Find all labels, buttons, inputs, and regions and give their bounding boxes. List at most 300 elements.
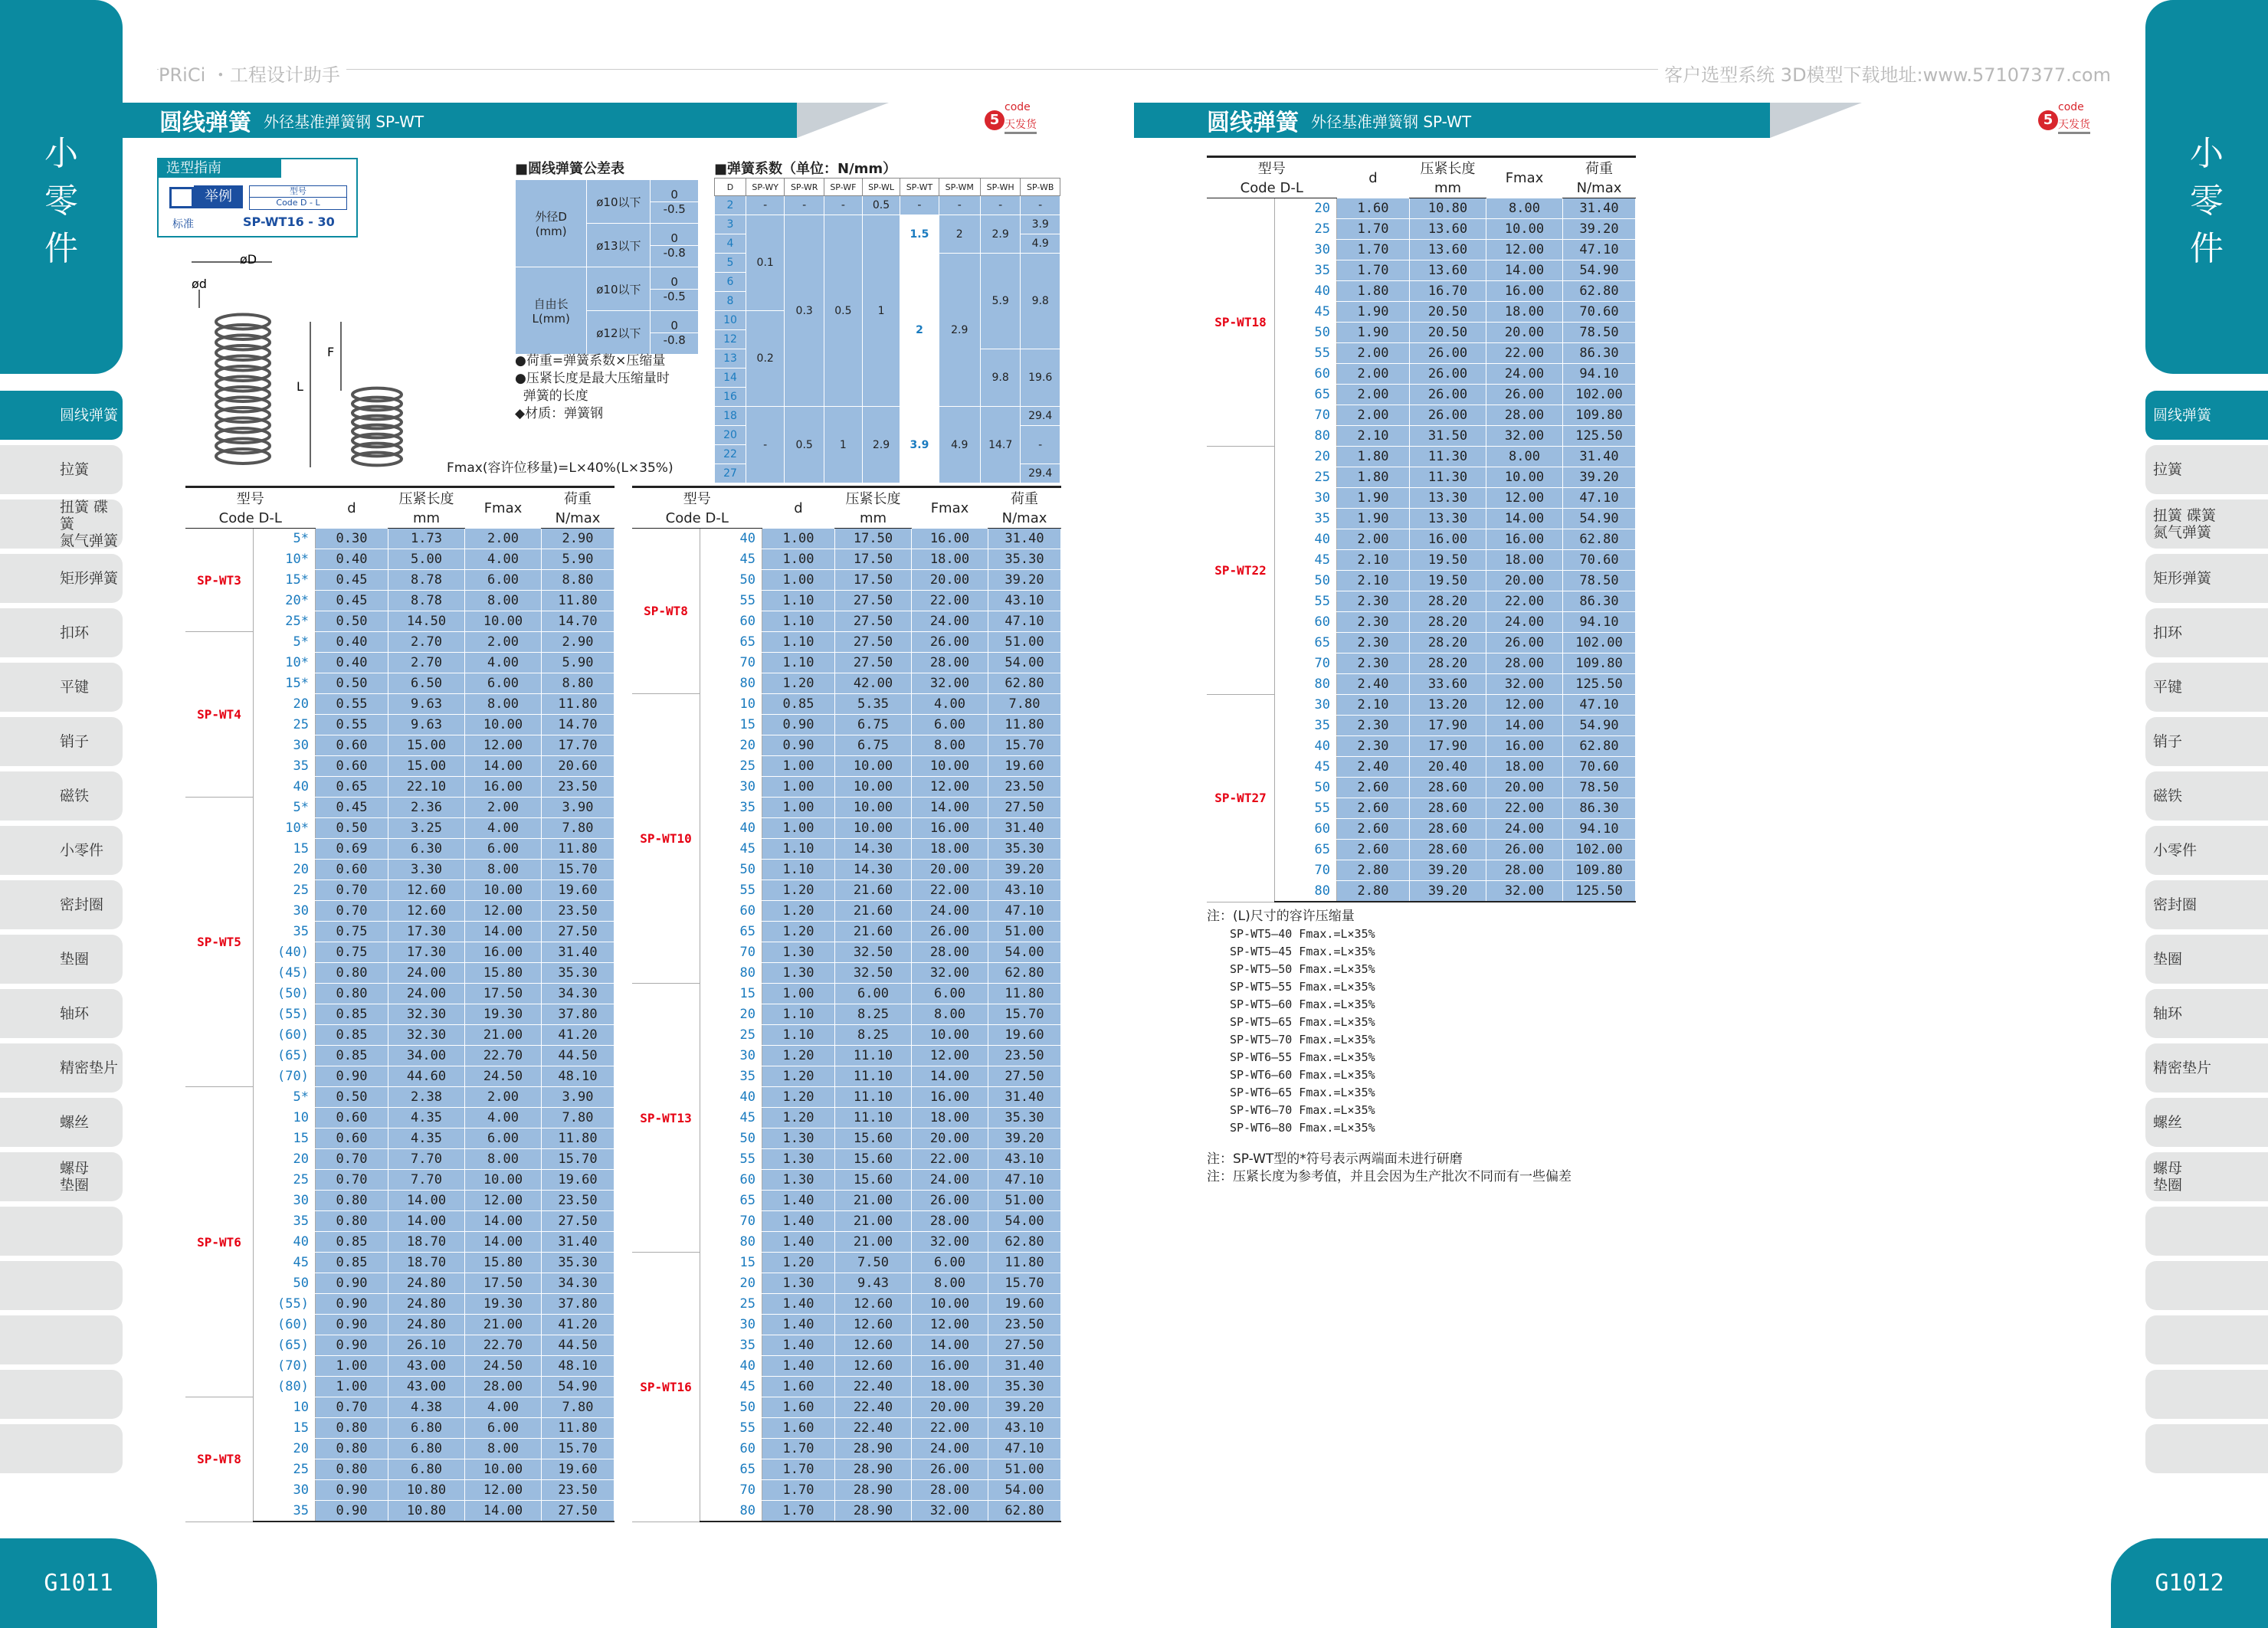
nav-item-right-19[interactable] (2145, 1424, 2268, 1473)
solid-length: 5.35 (835, 694, 912, 715)
solid-length: 10.80 (388, 1480, 465, 1501)
nav-item-left-19[interactable] (0, 1424, 123, 1473)
coef-header-row (715, 179, 1060, 196)
fmax: 24.00 (1486, 819, 1563, 840)
code-length: 30 (1275, 240, 1337, 260)
code-length: 20 (1275, 447, 1337, 467)
code-length: (45) (254, 963, 316, 984)
nav-item-left-2[interactable] (0, 500, 123, 549)
nav-item-right-0[interactable] (2145, 391, 2268, 440)
wire-d: 0.80 (316, 1418, 388, 1439)
wire-d: 0.90 (762, 715, 835, 735)
solid-length: 7.70 (388, 1149, 465, 1170)
load: 51.00 (988, 1191, 1061, 1211)
solid-length: 44.60 (388, 1066, 465, 1087)
code-length: 55 (700, 880, 762, 901)
nav-item-right-3[interactable] (2145, 554, 2268, 603)
solid-length: 6.00 (835, 984, 912, 1004)
table-row (1207, 695, 1636, 716)
fmax: 20.00 (1486, 778, 1563, 798)
nav-item-right-2[interactable] (2145, 500, 2268, 549)
code-length: 10 (254, 1108, 316, 1128)
page-number-right: G1012 (2111, 1538, 2268, 1628)
load: 125.50 (1563, 426, 1636, 447)
fmax: 10.00 (912, 1025, 988, 1046)
nav-item-label: 垫圈 (60, 951, 90, 968)
wire-d: 0.80 (316, 1211, 388, 1232)
fmax: 4.00 (465, 1108, 542, 1128)
nav-item-label: 圆线弹簧 (60, 407, 119, 424)
load: 54.90 (542, 1377, 615, 1397)
load: 62.80 (988, 963, 1061, 984)
nav-item-right-14[interactable] (2145, 1152, 2268, 1201)
tol-upper: 0 (670, 187, 678, 201)
solid-length: 13.20 (1410, 695, 1486, 716)
coef-cell-wy: - (746, 407, 785, 483)
load: 11.80 (988, 715, 1061, 735)
nav-item-left-15[interactable] (0, 1207, 123, 1256)
load: 15.70 (542, 1149, 615, 1170)
tolerance-size: ø13以下 (587, 224, 651, 267)
solid-length: 28.20 (1410, 633, 1486, 653)
wire-d: 1.40 (762, 1356, 835, 1377)
load: 31.40 (988, 1087, 1061, 1108)
nav-item-right-12[interactable] (2145, 1043, 2268, 1092)
nav-item-right-8[interactable] (2145, 826, 2268, 875)
fmax: 22.70 (465, 1335, 542, 1356)
wire-d: 1.00 (762, 777, 835, 798)
solid-length: 28.90 (835, 1439, 912, 1459)
nav-item-label: 扭簧 碟簧 氮气弹簧 (60, 499, 119, 549)
spec-head (185, 487, 615, 529)
tol-lower: -0.5 (651, 201, 698, 216)
nav-item-left-17[interactable] (0, 1315, 123, 1364)
table-row (632, 529, 1061, 549)
nav-item-left-8[interactable] (0, 826, 123, 875)
solid-length: 43.00 (388, 1356, 465, 1377)
solid-length: 27.50 (835, 632, 912, 653)
nav-item-right-4[interactable] (2145, 608, 2268, 657)
load: 47.10 (988, 1170, 1061, 1191)
solid-length: 26.00 (1410, 364, 1486, 385)
wire-d: 0.70 (316, 901, 388, 922)
fmax: 6.00 (912, 1253, 988, 1273)
nav-item-right-15[interactable] (2145, 1207, 2268, 1256)
code-length: 25 (254, 715, 316, 735)
spec-head (1207, 157, 1636, 198)
wire-d: 1.40 (762, 1315, 835, 1335)
code-length: 30 (1275, 488, 1337, 509)
code-length: 60 (700, 901, 762, 922)
code-length: 55 (700, 1149, 762, 1170)
solid-length: 6.80 (388, 1418, 465, 1439)
fmax: 4.00 (465, 1397, 542, 1418)
col-code: Code D-L (185, 508, 316, 529)
solid-length: 7.70 (388, 1170, 465, 1191)
spec-head-row (632, 487, 1061, 509)
load: 47.10 (1563, 240, 1636, 260)
tolerance-note: 弹簧的长度 (515, 388, 588, 404)
nav-item-right-18[interactable] (2145, 1370, 2268, 1419)
fmax: 16.00 (1486, 529, 1563, 550)
code-length: 45 (1275, 302, 1337, 323)
nav-item-left-10[interactable] (0, 935, 123, 984)
code-length: 65 (700, 922, 762, 942)
solid-length: 24.80 (388, 1315, 465, 1335)
code-length: 20* (254, 591, 316, 611)
solid-length: 24.80 (388, 1294, 465, 1315)
col-solid: 压紧长度 (388, 487, 465, 509)
solid-length: 21.60 (835, 880, 912, 901)
example-h1: 型号 (290, 186, 306, 196)
code-length: 45 (700, 549, 762, 570)
large-spring-drawing (216, 315, 270, 464)
fmax: 12.00 (1486, 695, 1563, 716)
load: 35.30 (988, 1377, 1061, 1397)
code-length: 5* (254, 1087, 316, 1108)
load: 47.10 (988, 1439, 1061, 1459)
code-length: 80 (1275, 674, 1337, 695)
wire-d: 2.30 (1337, 612, 1410, 633)
fmax: 14.00 (465, 1501, 542, 1522)
fmax: 24.00 (912, 901, 988, 922)
wire-d: 0.80 (316, 984, 388, 1004)
example-std: 标准 (172, 218, 194, 231)
right-section-tab (2145, 0, 2268, 374)
solid-length: 11.10 (835, 1108, 912, 1128)
col-model: 型号 (185, 487, 316, 509)
solid-length: 2.38 (388, 1087, 465, 1108)
nav-item-left-7[interactable] (0, 771, 123, 821)
code-length: 45 (1275, 757, 1337, 778)
nav-item-right-6[interactable] (2145, 717, 2268, 766)
tolerance-size: ø10以下 (587, 180, 651, 224)
code-length: 80 (1275, 426, 1337, 447)
code-length: 30 (254, 901, 316, 922)
code-length: (60) (254, 1025, 316, 1046)
solid-length: 11.30 (1410, 447, 1486, 467)
load: 62.80 (1563, 736, 1636, 757)
col-solid-unit: mm (1410, 178, 1486, 198)
coef-d: 2 (715, 196, 746, 215)
code-length: 50 (1275, 323, 1337, 343)
wire-d: 1.00 (762, 529, 835, 549)
spec-body (632, 529, 1061, 1522)
fmax: 6.00 (912, 984, 988, 1004)
nav-item-right-9[interactable] (2145, 880, 2268, 929)
wire-d: 0.75 (316, 942, 388, 963)
fmax: 4.00 (912, 694, 988, 715)
nav-item-label: 密封圈 (60, 896, 104, 913)
fmax: 4.00 (465, 653, 542, 673)
code-length: 30 (254, 1191, 316, 1211)
solid-length: 2.70 (388, 653, 465, 673)
fmax: 32.00 (1486, 426, 1563, 447)
code-length: (70) (254, 1356, 316, 1377)
right-tab-char-1: 小 (2190, 134, 2224, 173)
nav-item-left-3[interactable] (0, 554, 123, 603)
fmax: 2.00 (465, 632, 542, 653)
solid-length: 12.60 (835, 1356, 912, 1377)
solid-length: 13.60 (1410, 240, 1486, 260)
wire-d: 0.50 (316, 611, 388, 632)
nav-item-left-4[interactable] (0, 608, 123, 657)
fmax: 26.00 (912, 1459, 988, 1480)
nav-item-left-9[interactable] (0, 880, 123, 929)
coef-cell-wr: 0.5 (785, 407, 824, 483)
load: 14.70 (542, 715, 615, 735)
code-length: 35 (1275, 260, 1337, 281)
load: 23.50 (542, 901, 615, 922)
fmax: 28.00 (912, 1480, 988, 1501)
wire-d: 0.90 (316, 1335, 388, 1356)
wire-d: 0.90 (316, 1066, 388, 1087)
wire-d: 0.70 (316, 1170, 388, 1191)
fmax: 28.00 (1486, 860, 1563, 881)
spec-table-2 (632, 486, 1061, 1522)
col-load-unit: N/max (1563, 178, 1636, 198)
monitor-icon (169, 187, 194, 208)
code-length: 5* (254, 529, 316, 549)
load: 19.60 (542, 880, 615, 901)
load: 27.50 (988, 1066, 1061, 1087)
fmax: 24.50 (465, 1066, 542, 1087)
wire-d: 2.60 (1337, 840, 1410, 860)
wire-d: 2.10 (1337, 426, 1410, 447)
load: 125.50 (1563, 881, 1636, 902)
nav-item-left-12[interactable] (0, 1043, 123, 1092)
header-url[interactable]: 客户选型系统 3D模型下载地址:www.57107377.com (1658, 60, 2111, 87)
solid-length: 27.50 (835, 653, 912, 673)
load: 23.50 (542, 1480, 615, 1501)
nav-item-left-11[interactable] (0, 989, 123, 1038)
code-length: 5* (254, 632, 316, 653)
load: 39.20 (1563, 467, 1636, 488)
nav-item-left-14[interactable] (0, 1152, 123, 1201)
wire-d: 1.20 (762, 1046, 835, 1066)
nav-item-left-6[interactable] (0, 717, 123, 766)
load: 2.90 (542, 632, 615, 653)
fmax: 14.00 (1486, 716, 1563, 736)
fmax: 32.00 (1486, 674, 1563, 695)
fmax: 16.00 (912, 818, 988, 839)
tolerance-table (515, 179, 699, 355)
wire-d: 2.00 (1337, 343, 1410, 364)
load: 62.80 (988, 1232, 1061, 1253)
solid-length: 28.20 (1410, 591, 1486, 612)
wire-d: 1.60 (762, 1397, 835, 1418)
fmax: 14.00 (912, 1066, 988, 1087)
fmax: 26.00 (912, 1191, 988, 1211)
wire-d: 1.90 (1337, 488, 1410, 509)
load: 11.80 (542, 1128, 615, 1149)
coef-d: 20 (715, 426, 746, 445)
code-length: 80 (700, 963, 762, 984)
load: 102.00 (1563, 385, 1636, 405)
solid-length: 13.30 (1410, 509, 1486, 529)
tol-upper: 0 (670, 318, 678, 332)
load: 35.30 (988, 1108, 1061, 1128)
wire-d: 1.00 (762, 756, 835, 777)
nav-item-right-5[interactable] (2145, 663, 2268, 712)
code-length: 50 (700, 860, 762, 880)
solid-length: 14.00 (388, 1211, 465, 1232)
wire-d: 1.00 (762, 798, 835, 818)
load: 27.50 (542, 922, 615, 942)
load: 39.20 (988, 860, 1061, 880)
nav-item-right-11[interactable] (2145, 989, 2268, 1038)
code-length: 70 (1275, 653, 1337, 674)
tolerance-note: ●压紧长度是最大压缩量时 (515, 371, 670, 386)
table-row (185, 1397, 615, 1418)
load: 47.10 (988, 901, 1061, 922)
code-length: 55 (1275, 343, 1337, 364)
nav-item-left-0[interactable] (0, 391, 123, 440)
nav-item-right-7[interactable] (2145, 771, 2268, 821)
code-length: 40 (1275, 529, 1337, 550)
coef-header: SP-WB (1021, 179, 1060, 196)
load: 27.50 (988, 1335, 1061, 1356)
wire-d: 1.20 (762, 1087, 835, 1108)
wire-d: 0.60 (316, 860, 388, 880)
load: 11.80 (542, 694, 615, 715)
coef-cell-wy: 0.2 (746, 311, 785, 407)
nav-item-label: 扣环 (2153, 624, 2183, 641)
load: 54.00 (988, 653, 1061, 673)
solid-length: 8.25 (835, 1025, 912, 1046)
load: 11.80 (542, 839, 615, 860)
fmax: 8.00 (912, 735, 988, 756)
solid-length: 28.60 (1410, 819, 1486, 840)
nav-item-right-1[interactable] (2145, 445, 2268, 494)
solid-length: 8.78 (388, 570, 465, 591)
wire-d: 2.30 (1337, 653, 1410, 674)
wire-d: 1.40 (762, 1335, 835, 1356)
notes-lines (1207, 925, 1572, 1137)
fmax: 18.00 (912, 1108, 988, 1128)
fmax: 10.00 (465, 1170, 542, 1191)
code-length: 55 (1275, 591, 1337, 612)
code-length: 70 (700, 1480, 762, 1501)
solid-length: 8.78 (388, 591, 465, 611)
wire-d: 1.10 (762, 1004, 835, 1025)
tol-upper: 0 (670, 231, 678, 245)
nav-item-left-18[interactable] (0, 1370, 123, 1419)
fmax: 8.00 (912, 1004, 988, 1025)
load: 39.20 (1563, 219, 1636, 240)
solid-length: 27.50 (835, 591, 912, 611)
solid-length: 4.35 (388, 1128, 465, 1149)
code-length: 30 (700, 777, 762, 798)
badge-days-label-right: 天发货 (2058, 116, 2090, 134)
page-subtitle-right: 外径基准弹簧钢 SP-WT (1311, 112, 1472, 131)
wire-d: 1.00 (762, 549, 835, 570)
fmax: 10.00 (465, 611, 542, 632)
note-line: SP-WT6—70 Fmax.=L×35% (1230, 1103, 1375, 1117)
coef-cell-wh: 2.9 (980, 215, 1021, 254)
code-length: 25 (700, 756, 762, 777)
load: 70.60 (1563, 550, 1636, 571)
solid-length: 13.60 (1410, 260, 1486, 281)
solid-length: 28.60 (1410, 840, 1486, 860)
coef-cell-wb: - (1021, 196, 1060, 215)
nav-item-left-16[interactable] (0, 1261, 123, 1310)
load: 41.20 (542, 1315, 615, 1335)
solid-length: 18.70 (388, 1253, 465, 1273)
coef-cell-wt: 1.5 (900, 215, 939, 254)
wire-d: 0.85 (316, 1253, 388, 1273)
coef-cell-wh: 5.9 (980, 254, 1021, 349)
code-length: (50) (254, 984, 316, 1004)
solid-length: 6.75 (835, 715, 912, 735)
code-length: (70) (254, 1066, 316, 1087)
col-d: d (762, 487, 835, 529)
load: 17.70 (542, 735, 615, 756)
nav-item-right-16[interactable] (2145, 1261, 2268, 1310)
wire-d: 0.55 (316, 715, 388, 735)
col-fmax: Fmax (912, 487, 988, 529)
load: 41.20 (542, 1025, 615, 1046)
model-group: SP-WT10 (632, 694, 700, 984)
load: 11.80 (542, 1418, 615, 1439)
fmax: 6.00 (465, 570, 542, 591)
spec-table-1 (185, 486, 615, 1522)
solid-length: 17.90 (1410, 716, 1486, 736)
load: 5.90 (542, 653, 615, 673)
nav-item-left-1[interactable] (0, 445, 123, 494)
example-std-value: SP-WT16 - 30 (243, 215, 335, 229)
nav-item-label: 螺母 垫圈 (60, 1160, 90, 1194)
nav-item-label: 扣环 (60, 624, 90, 641)
wire-d: 0.40 (316, 632, 388, 653)
wire-d: 1.10 (762, 611, 835, 632)
wire-d: 0.90 (316, 1480, 388, 1501)
wire-d: 0.60 (316, 1108, 388, 1128)
code-length: 35 (1275, 509, 1337, 529)
wire-d: 1.40 (762, 1294, 835, 1315)
fmax: 12.00 (1486, 240, 1563, 260)
badge-code-label-right: code (2058, 101, 2084, 113)
fmax: 18.00 (1486, 757, 1563, 778)
note-line: SP-WT6—60 Fmax.=L×35% (1230, 1068, 1375, 1082)
wire-d: 1.20 (762, 1253, 835, 1273)
fmax: 14.00 (465, 1211, 542, 1232)
nav-item-label: 轴环 (2153, 1005, 2183, 1022)
wire-d: 1.30 (762, 1128, 835, 1149)
coef-cell-wh: 14.7 (980, 407, 1021, 483)
nav-item-right-10[interactable] (2145, 935, 2268, 984)
nav-item-right-13[interactable] (2145, 1098, 2268, 1147)
nav-item-left-5[interactable] (0, 663, 123, 712)
load: 14.70 (542, 611, 615, 632)
wire-d: 0.60 (316, 756, 388, 777)
fmax: 6.00 (465, 1418, 542, 1439)
code-length: 15* (254, 570, 316, 591)
code-length: 10* (254, 818, 316, 839)
wire-d: 0.70 (316, 1397, 388, 1418)
code-length: (55) (254, 1004, 316, 1025)
load: 54.90 (1563, 509, 1636, 529)
title-bar-left (123, 103, 797, 138)
nav-item-left-13[interactable] (0, 1098, 123, 1147)
wire-d: 2.40 (1337, 674, 1410, 695)
coef-cell-wf: 1 (824, 407, 863, 483)
nav-item-right-17[interactable] (2145, 1315, 2268, 1364)
load: 23.50 (542, 777, 615, 798)
code-length: 25 (1275, 467, 1337, 488)
fmax: 21.00 (465, 1315, 542, 1335)
solid-length: 14.00 (388, 1191, 465, 1211)
